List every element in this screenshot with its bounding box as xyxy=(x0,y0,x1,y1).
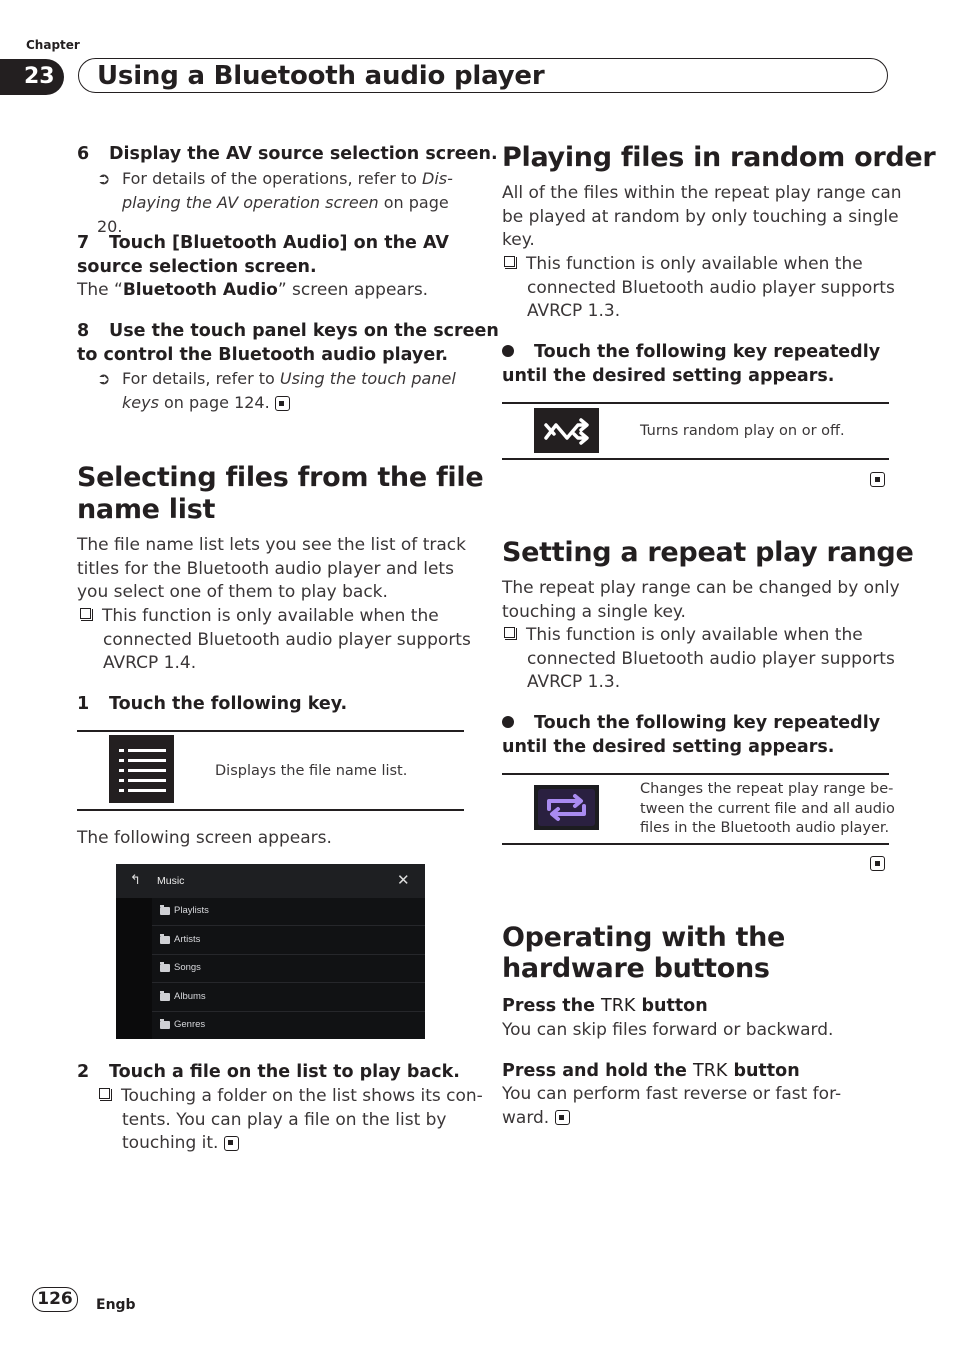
list-key-button[interactable] xyxy=(109,735,174,803)
table-rule-bottom xyxy=(77,809,464,811)
folder-icon xyxy=(160,907,170,915)
end-mark-icon xyxy=(275,396,290,411)
repeat-para: The repeat play range can be changed by only touching a single key. xyxy=(502,578,900,622)
bullet-icon xyxy=(502,345,514,357)
section-file-list-para: The file name list lets you see the list of track titles for the Bluetooth audio player and lets you select one of them to play back. xyxy=(77,535,466,603)
section-file-list-note: This function is only available when the connected Bluetooth audio player supports AVRCP 1.4. xyxy=(80,605,471,676)
end-mark-icon xyxy=(224,1136,239,1151)
chapter-title: Using a Bluetooth audio player xyxy=(97,61,545,91)
random-note: This function is only available when the connected Bluetooth audio player supports AVRCP 1.3. xyxy=(504,253,895,324)
music-list-item[interactable] xyxy=(152,898,425,926)
checkbox-icon xyxy=(99,1088,110,1099)
table-rule-top xyxy=(502,402,889,404)
step-8: 8 Use the touch panel keys on the screen to control the Bluetooth audio player. xyxy=(77,321,499,365)
music-screen xyxy=(116,864,425,1039)
end-mark xyxy=(870,853,885,872)
end-mark-icon xyxy=(870,472,885,487)
chapter-number: 23 xyxy=(0,59,64,95)
section-heading-hardware: Operating with the hardware buttons xyxy=(502,922,786,984)
music-list-item-label: Genres xyxy=(174,1019,206,1030)
repeat-note: This function is only available when the connected Bluetooth audio player supports AVRCP 1.3. xyxy=(504,624,895,695)
list-icon xyxy=(109,735,174,803)
step-7-result: The “Bluetooth Audio” screen appears. xyxy=(77,280,429,300)
following-screen-text: The following screen appears. xyxy=(77,828,332,848)
folder-icon xyxy=(160,1021,170,1029)
checkbox-icon xyxy=(504,256,515,267)
step-1: 1 Touch the following key. xyxy=(77,694,348,714)
step-8-note: ➲ For details, refer to Using the touch panel keys on page 124. xyxy=(97,369,456,412)
repeat-key-button[interactable] xyxy=(534,785,599,830)
end-mark-icon xyxy=(870,856,885,871)
bullet-icon xyxy=(502,716,514,728)
language-code: Engb xyxy=(96,1297,136,1313)
step-7: 7 Touch [Bluetooth Audio] on the AV source selection screen. xyxy=(77,233,449,277)
section-heading-file-list: Selecting files from the file name list xyxy=(77,462,484,525)
hardware-sub-1-text: You can skip files forward or backward. xyxy=(502,1020,834,1040)
shuffle-icon xyxy=(534,408,599,453)
folder-icon xyxy=(160,936,170,944)
folder-icon xyxy=(160,964,170,972)
end-mark-icon xyxy=(555,1110,570,1125)
checkbox-icon xyxy=(80,608,91,619)
hardware-sub-2-text: You can perform fast reverse or fast for- ward. xyxy=(502,1084,842,1128)
list-key-desc: Displays the file name list. xyxy=(215,763,408,779)
music-screen-title: Music xyxy=(157,875,185,887)
hardware-sub-1: Press the TRK button xyxy=(502,996,708,1016)
music-list-item[interactable] xyxy=(152,955,425,983)
folder-icon xyxy=(160,993,170,1001)
music-list-item-label: Songs xyxy=(174,962,201,973)
section-heading-random: Playing files in random order xyxy=(502,142,936,173)
music-list-item[interactable] xyxy=(152,1012,425,1039)
checkbox-icon xyxy=(504,627,515,638)
table-rule-top xyxy=(77,730,464,732)
music-list-item[interactable] xyxy=(152,984,425,1012)
repeat-key-desc: Changes the repeat play range be- tween the current file and all audio files in the Bluetooth audio player. xyxy=(640,781,895,836)
repeat-icon xyxy=(534,785,599,830)
chapter-label: Chapter xyxy=(26,38,80,52)
step-2: 2 Touch a file on the list to play back. xyxy=(77,1062,460,1082)
music-list-item-label: Albums xyxy=(174,990,206,1002)
music-list-item[interactable] xyxy=(152,927,425,955)
music-list-item-label: Playlists xyxy=(174,905,209,916)
close-icon[interactable]: ✕ xyxy=(397,871,410,889)
music-list-item-label: Artists xyxy=(174,933,201,945)
arrow-icon: ➲ xyxy=(97,369,111,388)
table-rule-top xyxy=(502,773,889,775)
step-2-note: Touching a folder on the list shows its con- tents. You can play a file on the list by touching it. xyxy=(99,1085,483,1156)
table-rule-bottom xyxy=(502,458,889,460)
arrow-icon: ➲ xyxy=(97,169,111,188)
random-key-button[interactable] xyxy=(534,408,599,453)
section-heading-repeat: Setting a repeat play range xyxy=(502,537,914,568)
step-6-note: ➲ For details of the operations, refer to Dis- playing the AV operation screen on page 20. xyxy=(97,169,453,236)
end-mark xyxy=(870,469,885,488)
repeat-instruction: Touch the following key repeatedly until the desired setting appears. xyxy=(502,713,881,757)
step-6: 6 Display the AV source selection screen. xyxy=(77,144,498,164)
back-icon[interactable]: ↰ xyxy=(130,873,141,888)
page-number: 126 xyxy=(32,1287,78,1312)
table-rule-bottom xyxy=(502,843,889,845)
hardware-sub-2: Press and hold the TRK button xyxy=(502,1061,800,1081)
random-instruction: Touch the following key repeatedly until the desired setting appears. xyxy=(502,342,881,386)
random-para: All of the files within the repeat play range can be played at random by only touching a single key. xyxy=(502,183,902,251)
random-key-desc: Turns random play on or off. xyxy=(640,423,845,439)
